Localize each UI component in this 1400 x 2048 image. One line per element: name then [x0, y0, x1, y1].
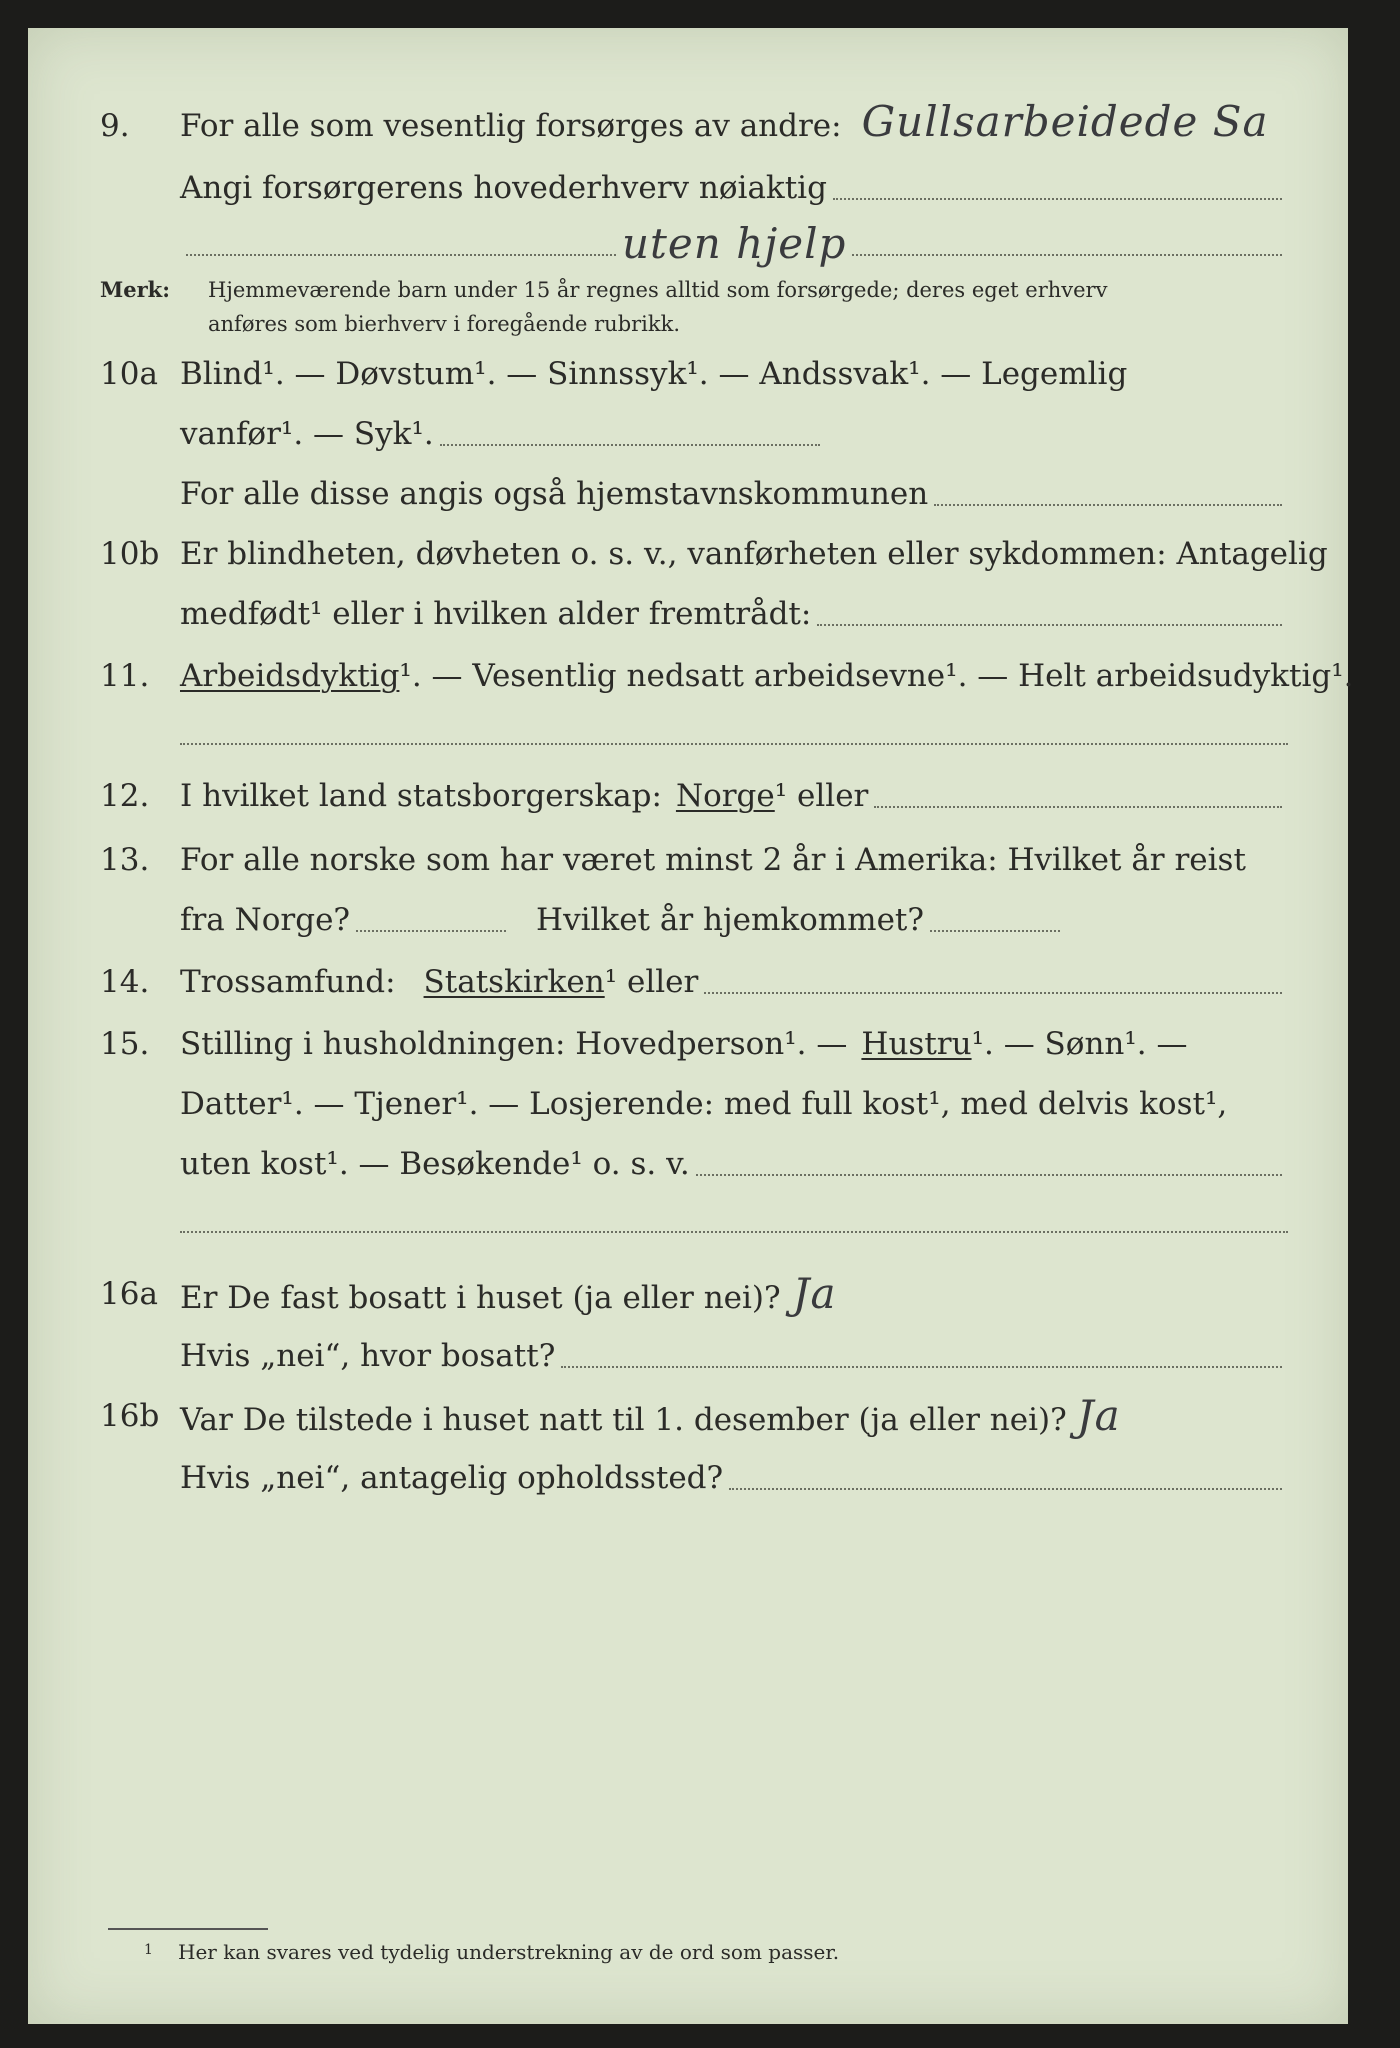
q11-selected-option: Arbeidsdyktig — [180, 658, 400, 694]
q16b-answer-line — [729, 1487, 1282, 1490]
q15-options-3: uten kost¹. — Besøkende¹ o. s. v. — [180, 1146, 690, 1182]
q11-number: 11. — [100, 658, 150, 694]
footnote-rule — [108, 1928, 268, 1930]
q12-selected-option: Norge — [675, 778, 775, 814]
census-form-page — [28, 28, 1354, 2024]
q14-number: 14. — [100, 964, 150, 1000]
q11-options: ¹. — Vesentlig nedsatt arbeidsevne¹. — Helt arbeidsudyktig¹. — [399, 658, 1354, 694]
q14-option-other: ¹ eller — [604, 964, 699, 1000]
q15-question: Stilling i husholdningen: Hovedperson¹. — — [180, 1026, 848, 1062]
q13-question: For alle norske som har været minst 2 år i Amerika: Hvilket år reist — [180, 842, 1246, 878]
q13-question-reist: fra Norge? — [180, 902, 351, 938]
q10a-number: 10a — [100, 356, 158, 392]
q9-question: For alle som vesentlig forsørges av andre: — [180, 108, 842, 144]
q16b-answer: Ja — [1076, 1391, 1121, 1440]
q13-question-hjemkommet: Hvilket år hjemkommet? — [536, 902, 925, 938]
q14-question: Trossamfund: — [180, 964, 396, 1000]
q15-selected-option: Hustru — [861, 1026, 972, 1062]
q9-answer-line — [833, 197, 1282, 200]
q9-question-2: Angi forsørgerens hovederhverv nøiaktig — [180, 170, 827, 206]
q14-selected-option: Statskirken — [423, 964, 605, 1000]
merk-label: Merk: — [100, 277, 170, 302]
q10b-question: Er blindheten, døvheten o. s. v., vanførheten eller sykdommen: Antagelig — [180, 536, 1328, 572]
q16b-number: 16b — [100, 1398, 160, 1434]
q10a-hjemstavn-line — [934, 503, 1282, 506]
merk-text-2: anføres som bierhverv i foregående rubrikk. — [208, 312, 681, 336]
q16b-question: Var De tilstede i huset natt til 1. desember (ja eller nei)? — [180, 1402, 1067, 1438]
q9-answer-note: uten hjelp — [622, 219, 847, 268]
q11-answer-line — [180, 742, 1288, 745]
q12-answer-line — [874, 805, 1282, 808]
q13-number: 13. — [100, 842, 150, 878]
q16a-question: Er De fast bosatt i huset (ja eller nei)? — [180, 1280, 781, 1316]
q13-hjemkommet-line — [930, 929, 1060, 932]
q15-number: 15. — [100, 1026, 150, 1062]
footnote-mark: 1 — [144, 1942, 153, 1958]
q16a-number: 16a — [100, 1276, 158, 1312]
q9-answer-occupation: Gullsarbeidede Sa — [861, 97, 1269, 146]
q15-answer-line — [696, 1173, 1282, 1176]
merk-text-1: Hjemmeværende barn under 15 år regnes alltid som forsørgede; deres eget erhverv — [208, 278, 1108, 302]
q12-option-other: ¹ eller — [774, 778, 869, 814]
q14-answer-line — [704, 991, 1282, 994]
q10b-question-2: medfødt¹ eller i hvilken alder fremtrådt: — [180, 596, 812, 632]
q16a-answer: Ja — [792, 1269, 837, 1318]
footnote-text: Her kan svares ved tydelig understrekning av de ord som passer. — [178, 1940, 840, 1964]
q10b-answer-line — [817, 623, 1282, 626]
q10a-question-3: For alle disse angis også hjemstavnskommunen — [180, 476, 929, 512]
q10b-number: 10b — [100, 536, 160, 572]
q10a-question: Blind¹. — Døvstum¹. — Sinnssyk¹. — Andssvak¹. — Legemlig — [180, 356, 1128, 392]
q16a-answer-line — [561, 1365, 1282, 1368]
q15-options-1: ¹. — Sønn¹. — — [971, 1026, 1188, 1062]
q15-options-2: Datter¹. — Tjener¹. — Losjerende: med full kost¹, med delvis kost¹, — [180, 1086, 1228, 1122]
q15-extra-line — [180, 1230, 1288, 1233]
q10a-answer-line — [440, 443, 820, 446]
q10a-question-2: vanfør¹. — Syk¹. — [180, 416, 434, 452]
q12-number: 12. — [100, 778, 150, 814]
q16a-question-2: Hvis „nei“, hvor bosatt? — [180, 1338, 556, 1374]
q12-question: I hvilket land statsborgerskap: — [180, 778, 662, 814]
q16b-question-2: Hvis „nei“, antagelig opholdssted? — [180, 1460, 724, 1496]
q13-reist-line — [356, 929, 506, 932]
q9-number: 9. — [100, 108, 130, 144]
